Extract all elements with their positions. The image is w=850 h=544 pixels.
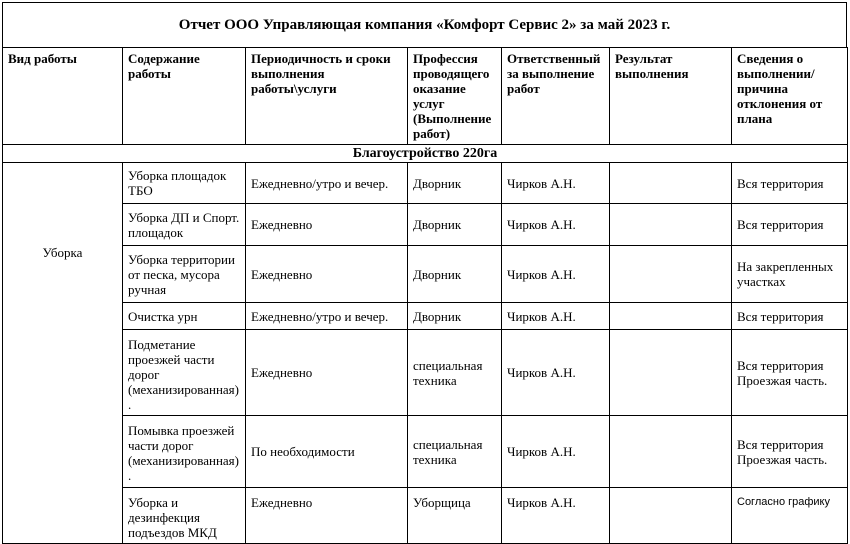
report-title: Отчет ООО Управляющая компания «Комфорт Сервис 2» за май 2023 г. — [2, 2, 847, 48]
header-result: Результат выполнения — [610, 48, 732, 145]
responsible-cell: Чирков А.Н. — [502, 488, 610, 544]
period-cell: Ежедневно — [246, 488, 408, 544]
header-work-type: Вид работы — [3, 48, 123, 145]
period-cell: Ежедневно — [246, 204, 408, 246]
content-cell: Очистка урн — [123, 303, 246, 330]
profession-cell: Дворник — [408, 246, 502, 303]
responsible-cell: Чирков А.Н. — [502, 204, 610, 246]
table-row — [3, 416, 848, 488]
profession-cell: специальная техника — [408, 416, 502, 488]
info-cell: Вся территория — [732, 303, 848, 330]
table-row — [3, 246, 848, 303]
content-cell: Уборка ДП и Спорт. площадок — [123, 204, 246, 246]
header-info: Сведения о выполнении/ причина отклонения от плана — [732, 48, 848, 145]
work-type-cell: Уборка — [3, 163, 123, 544]
info-cell: Согласно графику — [732, 488, 848, 544]
period-cell: По необходимости — [246, 416, 408, 488]
responsible-cell: Чирков А.Н. — [502, 416, 610, 488]
section-row — [3, 145, 848, 163]
profession-cell: Дворник — [408, 163, 502, 204]
info-cell: На закрепленных участках — [732, 246, 848, 303]
header-content: Содержание работы — [123, 48, 246, 145]
profession-cell: специальная техника — [408, 330, 502, 416]
table-row — [3, 330, 848, 416]
result-cell — [610, 303, 732, 330]
content-cell: Уборка территории от песка, мусора ручная — [123, 246, 246, 303]
result-cell — [610, 163, 732, 204]
table-row — [3, 163, 848, 204]
content-cell: Уборка и дезинфекция подъездов МКД — [123, 488, 246, 544]
result-cell — [610, 330, 732, 416]
responsible-cell: Чирков А.Н. — [502, 163, 610, 204]
responsible-cell: Чирков А.Н. — [502, 246, 610, 303]
section-title: Благоустройство 220га — [3, 145, 848, 163]
profession-cell: Уборщица — [408, 488, 502, 544]
responsible-cell: Чирков А.Н. — [502, 303, 610, 330]
table-row — [3, 488, 848, 544]
content-cell: Подметание проезжей части дорог (механизированная) . — [123, 330, 246, 416]
responsible-cell: Чирков А.Н. — [502, 330, 610, 416]
header-profession: Профессия проводящего оказание услуг (Выполнение работ) — [408, 48, 502, 145]
report-table — [2, 47, 848, 544]
info-cell: Вся территория Проезжая часть. — [732, 416, 848, 488]
result-cell — [610, 488, 732, 544]
info-cell: Вся территория — [732, 204, 848, 246]
table-row — [3, 303, 848, 330]
info-cell: Вся территория — [732, 163, 848, 204]
info-cell: Вся территория Проезжая часть. — [732, 330, 848, 416]
result-cell — [610, 246, 732, 303]
result-cell — [610, 416, 732, 488]
profession-cell: Дворник — [408, 204, 502, 246]
content-cell: Помывка проезжей части дорог (механизированная) . — [123, 416, 246, 488]
header-responsible: Ответственный за выполнение работ — [502, 48, 610, 145]
content-cell: Уборка площадок ТБО — [123, 163, 246, 204]
period-cell: Ежедневно — [246, 246, 408, 303]
table-row — [3, 204, 848, 246]
header-period: Периодичность и сроки выполнения работы\услуги — [246, 48, 408, 145]
period-cell: Ежедневно — [246, 330, 408, 416]
header-row — [3, 48, 848, 145]
result-cell — [610, 204, 732, 246]
profession-cell: Дворник — [408, 303, 502, 330]
period-cell: Ежедневно/утро и вечер. — [246, 303, 408, 330]
period-cell: Ежедневно/утро и вечер. — [246, 163, 408, 204]
